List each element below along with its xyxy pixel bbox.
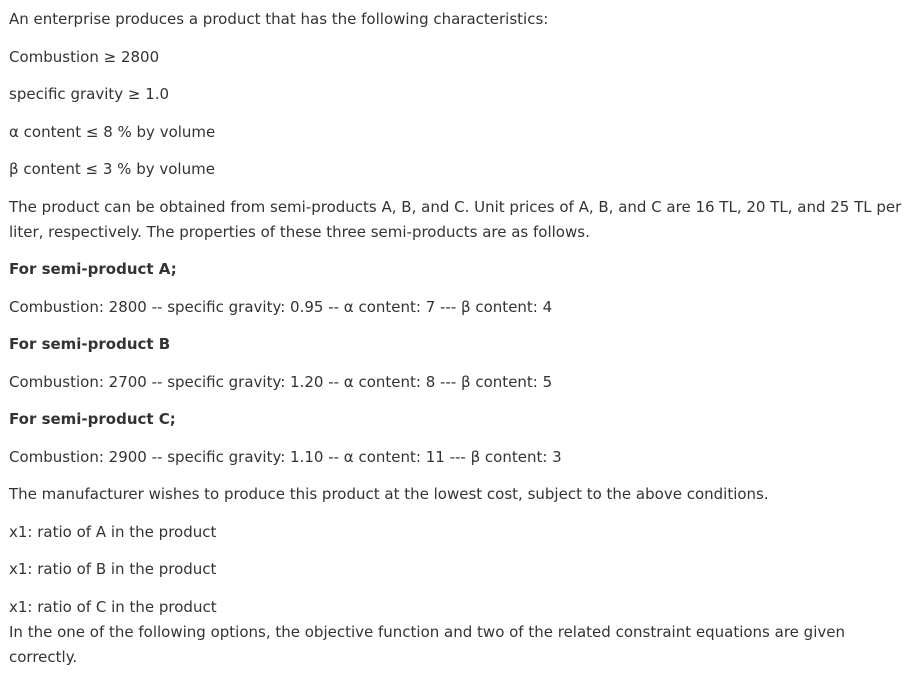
requirement-beta: β content ≤ 3 % by volume <box>9 160 215 178</box>
variable-b: x1: ratio of B in the product <box>9 560 217 578</box>
semi-product-c-properties: Combustion: 2900 -- specific gravity: 1.10 -- α content: 11 --- β content: 3 <box>9 447 562 466</box>
requirement-specific-gravity: specific gravity ≥ 1.0 <box>9 85 170 103</box>
variable-a: x1: ratio of A in the product <box>9 522 217 541</box>
semi-products-intro: The product can be obtained from semi-products A, B, and C. Unit prices of A, B, and C are 16 TL, 20 TL, and 25 TL per liter, respectively. The properties of these three semi-products are as follows. <box>9 197 902 241</box>
semi-product-a-properties: Combustion: 2800 -- specific gravity: 0.95 -- α content: 7 --- β content: 4 <box>9 297 553 316</box>
variable-c: x1: ratio of C in the product <box>9 597 217 616</box>
requirement-combustion: Combustion ≥ 2800 <box>9 47 160 66</box>
semi-product-a-heading: For semi-product A; <box>9 260 177 278</box>
semi-product-c-heading: For semi-product C; <box>9 410 176 428</box>
intro-text: An enterprise produces a product that has the following characteristics: <box>9 10 549 28</box>
question-text: In the one of the following options, the objective function and two of the related constraint equations are given correctly. <box>9 622 845 666</box>
semi-product-b-heading: For semi-product B <box>9 335 171 353</box>
semi-product-b-properties: Combustion: 2700 -- specific gravity: 1.20 -- α content: 8 --- β content: 5 <box>9 372 553 391</box>
goal-text: The manufacturer wishes to produce this product at the lowest cost, subject to the above conditions. <box>9 485 769 503</box>
requirement-alpha: α content ≤ 8 % by volume <box>9 122 216 141</box>
